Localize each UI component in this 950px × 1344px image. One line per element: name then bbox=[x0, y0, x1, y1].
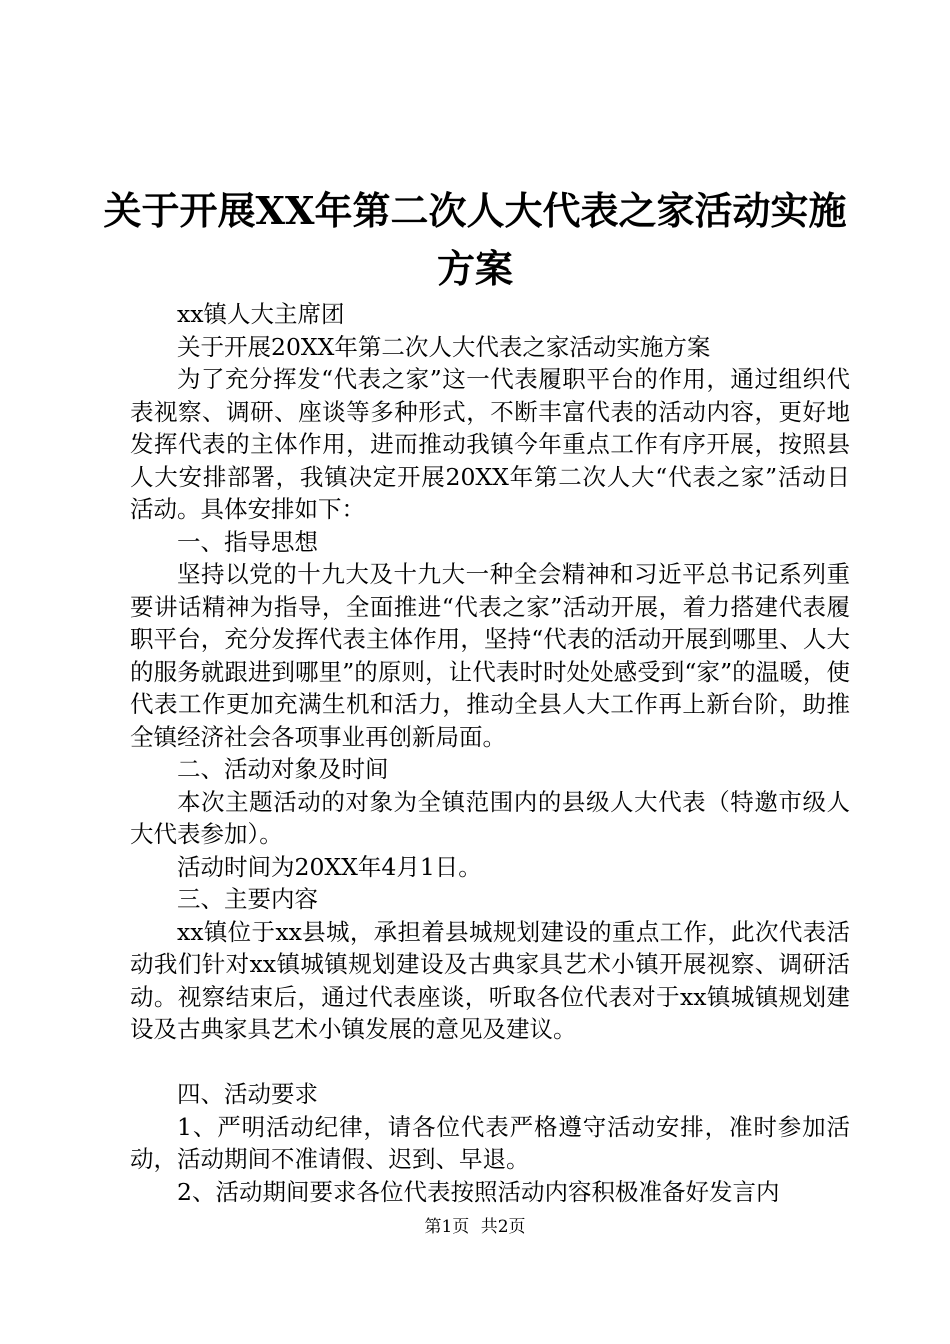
document-title-line-1: 关于开展XX年第二次人大代表之家活动实施 bbox=[103, 188, 847, 233]
requirement-item-2: 2、活动期间要求各位代表按照活动内容积极准备好发言内 bbox=[177, 1177, 780, 1206]
intro-paragraph: 为了充分挥发“代表之家”这一代表履职平台的作用，通过组织代表视察、调研、座谈等多种形式，不断丰富代表的活动内容，更好地发挥代表的主体作用，进而推动我镇今年重点工作有序开展，按照县人大安排部署，我镇决定开展20XX年第二次人大“代表之家”活动日活动。具体安排如下： bbox=[130, 365, 850, 523]
page-total: 共2页 bbox=[480, 1217, 526, 1237]
guiding-ideology-paragraph: 坚持以党的十九大及十九大一种全会精神和习近平总书记系列重要讲话精神为指导，全面推进“代表之家”活动开展，着力搭建代表履职平台，充分发挥代表主体作用，坚持“代表的活动开展到哪里、人大的服务就跟进到哪里”的原则，让代表时时处处感受到“家”的温暖，使代表工作更加充满生机和活力，推动全县人大工作再上新台阶，助推全镇经济社会各项事业再创新局面。 bbox=[130, 560, 850, 751]
main-content-paragraph: xx镇位于xx县城，承担着县城规划建设的重点工作，此次代表活动我们针对xx镇城镇规划建设及古典家具艺术小镇开展视察、调研活动。视察结束后，通过代表座谈，听取各位代表对于xx镇城镇规划建设及古典家具艺术小镇发展的意见及建议。 bbox=[130, 917, 850, 1043]
page-footer bbox=[0, 1216, 950, 1238]
requirement-item-1: 1、严明活动纪律，请各位代表严格遵守活动安排，准时参加活动，活动期间不准请假、迟到、早退。 bbox=[130, 1112, 850, 1173]
subtitle: 关于开展20XX年第二次人大代表之家活动实施方案 bbox=[177, 332, 711, 361]
document-title-line-2: 方案 bbox=[436, 246, 513, 291]
document-body bbox=[130, 298, 850, 1208]
time-paragraph: 活动时间为20XX年4月1日。 bbox=[177, 852, 482, 881]
section-heading-requirements: 四、活动要求 bbox=[177, 1080, 318, 1108]
participants-paragraph: 本次主题活动的对象为全镇范围内的县级人大代表（特邀市级人大代表参加）。 bbox=[130, 787, 850, 848]
page-number: 第1页 bbox=[424, 1217, 470, 1237]
addressee: xx镇人大主席团 bbox=[177, 300, 345, 328]
section-heading-participants-time: 二、活动对象及时间 bbox=[177, 755, 389, 783]
section-heading-main-content: 三、主要内容 bbox=[177, 885, 318, 913]
section-heading-guiding-ideology: 一、指导思想 bbox=[177, 527, 318, 556]
